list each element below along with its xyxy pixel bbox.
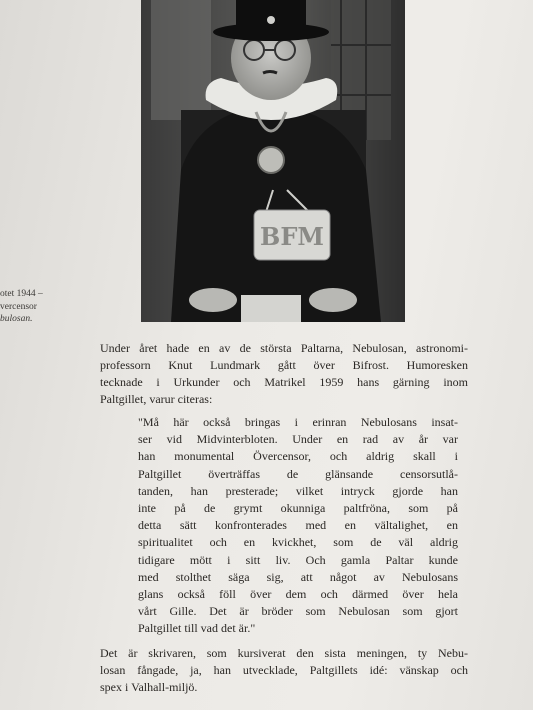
emblem-icon [267,16,275,24]
photo-caption [0,288,60,326]
quote-line: ser vid Midvinterbloten. Under en rad av år var [138,432,458,447]
text-line: spex i Valhall-miljö. [100,680,198,694]
text-line: tecknade i Urkunder och Matrikel 1959 hans gärning inom [100,375,468,389]
quote-line: tidigare mött i sitt liv. Och gamla Paltar kunde [138,552,458,567]
quote-line: med stolthet säga sig, att något av Nebulosans [138,569,458,584]
text-line: Paltgillet, varur citeras: [100,392,213,406]
block-quote [138,414,458,638]
text-line: professorn Knut Lundmark gått över Bifrost. Humoresken [100,358,468,372]
quote-line: vårt Gille. Det är bröder som Nebulosan som gjort [138,604,458,619]
quote-line: tanden, han presterade; vilket intryck gjorde han [138,483,458,498]
medallion-icon [258,147,284,173]
text-line: Under året hade en av de största Paltarna, Nebulosan, astronomi- [100,341,468,355]
quote-line: detta sätt konfronterades med en vältalighet, en [138,518,458,533]
text-line: Det är skrivaren, som kursiverat den sista meningen, ty Nebu- [100,646,468,660]
quote-line: Paltgillet till vad det är." [138,621,256,636]
caption-line: bulosan. [0,314,33,324]
quote-line: Paltgillet överträffas de glänsande censorsutlå- [138,466,458,481]
quote-line: glans också föll över dem och därmed över hela [138,587,458,602]
caption-line: vercensor [0,301,37,312]
text-line: losan fångade, ja, han utvecklade, Paltgillets idé: vänskap och [100,663,468,677]
quote-line: "Må här också bringas i erinran Nebulosans insat- [138,415,458,429]
portrait-illustration [141,0,405,322]
quote-line: spiritualitet och en kvickhet, som de väl aldrig [138,535,458,550]
portrait-photo [141,0,405,322]
caption-line: otet 1944 – [0,289,43,299]
sign-text: BFM [260,222,324,251]
quote-line: inte på de grymt okunniga paltfröna, som på [138,501,458,516]
paragraph-closing [100,645,468,696]
paragraph-intro [100,340,468,408]
quote-line: han monumental Övercensor, och aldrig skall i [138,449,458,464]
